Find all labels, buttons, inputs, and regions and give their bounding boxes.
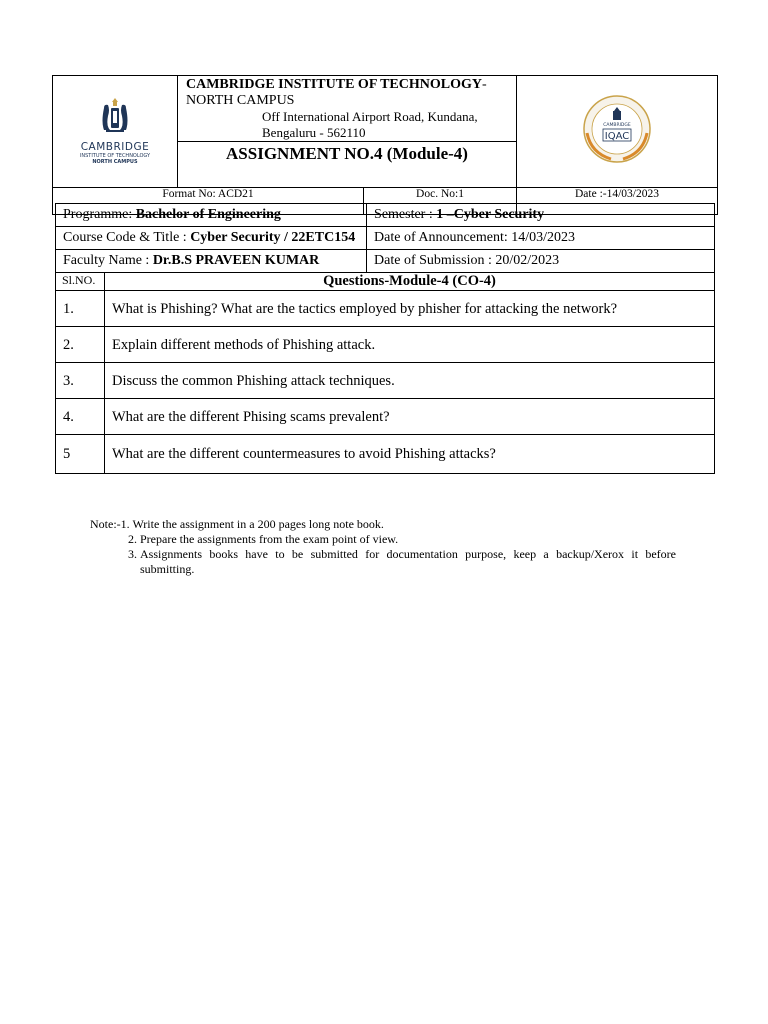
course-cell xyxy=(56,227,367,250)
logo-campus: NORTH CAMPUS xyxy=(92,158,138,165)
institute-title xyxy=(178,76,516,109)
semester-value: 1 –Cyber Security xyxy=(436,207,545,222)
programme-label: Programme: xyxy=(63,207,136,222)
iqac-seal-icon xyxy=(581,93,653,165)
note-item: 2. Prepare the assignments from the exam point of view. xyxy=(140,532,676,547)
notes-list xyxy=(90,532,676,577)
header-date: Date :-14/03/2023 xyxy=(517,188,718,215)
sl-no-header: Sl.NO. xyxy=(56,273,105,291)
question-number: 5 xyxy=(56,435,105,474)
question-text: What is Phishing? What are the tactics employed by phisher for attacking the network? xyxy=(104,291,714,327)
semester-cell xyxy=(367,204,715,227)
iqac-text: IQAC xyxy=(604,131,630,142)
note-item: Note:-1. Write the assignment in a 200 pages long note book. xyxy=(90,517,384,531)
question-text: What are the different countermeasures to avoid Phishing attacks? xyxy=(104,435,714,474)
faculty-cell xyxy=(56,250,367,273)
institute-campus: -NORTH CAMPUS xyxy=(186,77,487,108)
institute-cell xyxy=(178,76,517,142)
logo-name: CAMBRIDGE xyxy=(80,140,150,153)
course-label: Course Code & Title : xyxy=(63,230,191,245)
question-number: 4. xyxy=(56,399,105,435)
cambridge-crest-icon xyxy=(98,96,132,134)
question-number: 1. xyxy=(56,291,105,327)
faculty-label: Faculty Name : xyxy=(63,253,153,268)
question-text: Explain different methods of Phishing attack. xyxy=(104,327,714,363)
table-row xyxy=(56,399,715,435)
iqac-sub-text: CAMBRIDGE xyxy=(603,123,631,128)
assignment-title-cell xyxy=(178,142,517,188)
institute-name: CAMBRIDGE INSTITUTE OF TECHNOLOGY xyxy=(186,77,482,92)
programme-cell xyxy=(56,204,367,227)
programme-value: Bachelor of Engineering xyxy=(135,207,281,222)
semester-label: Semester : xyxy=(374,207,437,222)
doc-no: Doc. No:1 xyxy=(364,188,517,215)
format-no: Format No: ACD21 xyxy=(53,188,364,215)
announcement-date: Date of Announcement: 14/03/2023 xyxy=(367,227,715,250)
table-row xyxy=(56,435,715,474)
iqac-logo xyxy=(517,76,718,188)
submission-date: Date of Submission : 20/02/2023 xyxy=(367,250,715,273)
question-text: Discuss the common Phishing attack techniques. xyxy=(104,363,714,399)
assignment-table xyxy=(55,203,715,474)
assignment-title: ASSIGNMENT NO.4 (Module-4) xyxy=(226,144,468,163)
course-value: Cyber Security / 22ETC154 xyxy=(190,230,356,245)
question-number: 2. xyxy=(56,327,105,363)
faculty-value: Dr.B.S PRAVEEN KUMAR xyxy=(152,253,320,268)
document-header xyxy=(52,75,718,215)
questions-title: Questions-Module-4 (CO-4) xyxy=(104,273,714,291)
logo-subtitle: INSTITUTE OF TECHNOLOGY xyxy=(79,152,151,159)
notes-section xyxy=(90,517,676,577)
cambridge-logo xyxy=(53,76,178,188)
table-row xyxy=(56,363,715,399)
table-row xyxy=(56,291,715,327)
question-text: What are the different Phising scams prevalent? xyxy=(104,399,714,435)
note-item: 3. Assignments books have to be submitted for documentation purpose, keep a backup/Xerox it before submitting. xyxy=(140,547,676,577)
institute-address: Off International Airport Road, Kundana, Bengaluru - 562110 xyxy=(262,109,478,140)
question-number: 3. xyxy=(56,363,105,399)
table-row xyxy=(56,327,715,363)
